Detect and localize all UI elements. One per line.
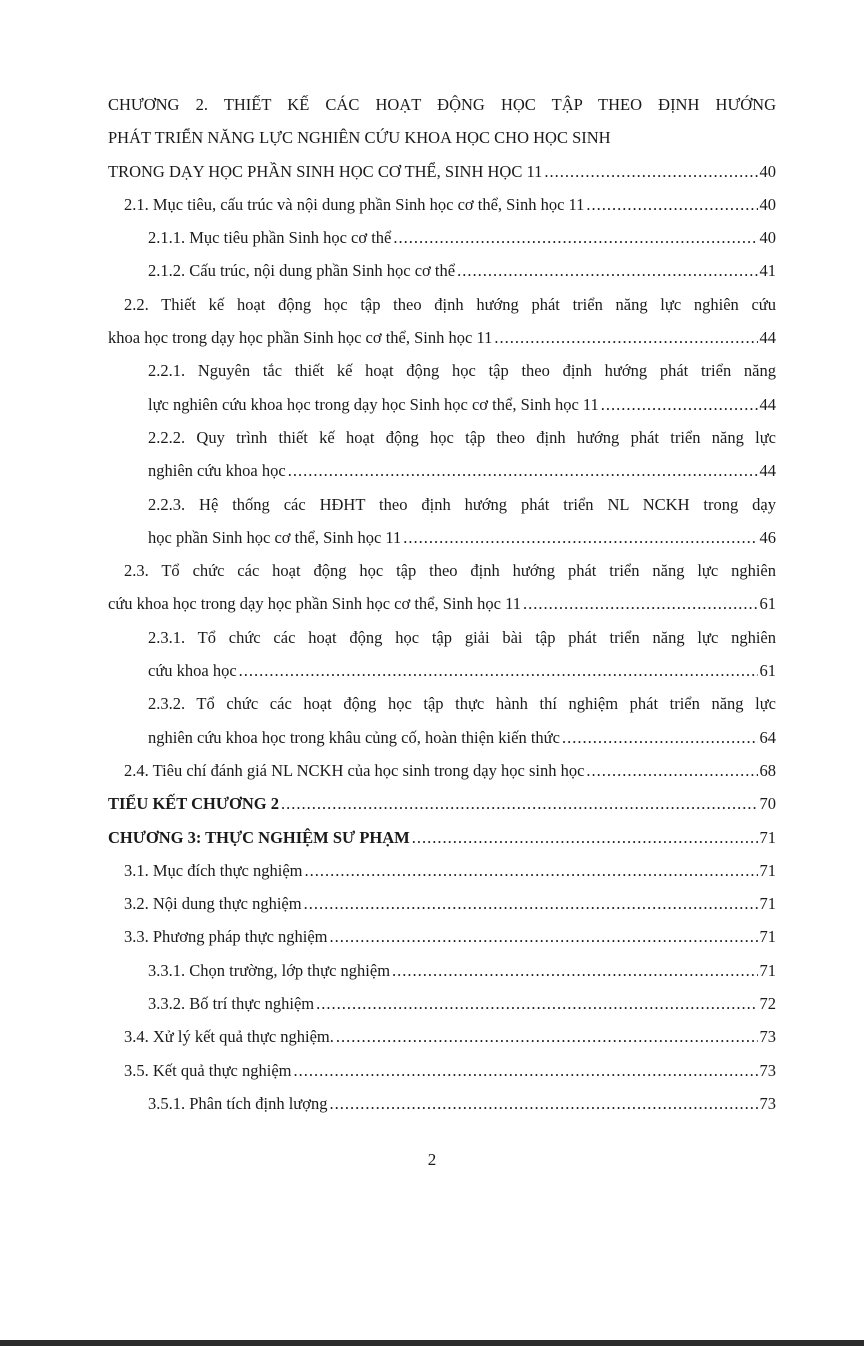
toc-entry-2-3[interactable] bbox=[108, 554, 776, 621]
toc-entry-3-3[interactable] bbox=[108, 920, 776, 953]
dot-leader bbox=[457, 254, 757, 287]
toc-entry-text: 3.1. Mục đích thực nghiệm bbox=[124, 860, 303, 880]
toc-entry-2-3-1[interactable] bbox=[108, 621, 776, 688]
toc-entry-text: cứu khoa học bbox=[148, 661, 237, 681]
toc-entry-2-1-1[interactable] bbox=[108, 221, 776, 254]
toc-page-number: 46 bbox=[759, 527, 776, 547]
toc-entry-text-line: 2.2.1. Nguyên tắc thiết kế hoạt động học tập theo định hướng phát triển năng bbox=[148, 361, 776, 381]
toc-entry-3-3-2[interactable] bbox=[108, 987, 776, 1020]
dot-leader bbox=[392, 954, 757, 987]
toc-entry-text: 3.5.1. Phân tích định lượng bbox=[148, 1093, 328, 1113]
toc-entry-text: lực nghiên cứu khoa học trong dạy học Sinh học cơ thể, Sinh học 11 bbox=[148, 394, 599, 414]
toc-page-number: 40 bbox=[759, 161, 776, 181]
dot-leader bbox=[586, 754, 757, 787]
toc-page-number: 71 bbox=[759, 827, 776, 847]
toc-entry-2-1[interactable] bbox=[108, 188, 776, 221]
dot-leader bbox=[494, 321, 757, 354]
toc-entry-text: 2.1. Mục tiêu, cấu trúc và nội dung phần Sinh học cơ thể, Sinh học 11 bbox=[124, 194, 585, 214]
toc-entry-text: học phần Sinh học cơ thể, Sinh học 11 bbox=[148, 527, 402, 547]
toc-page-number: 44 bbox=[759, 461, 776, 481]
toc-entry-2-2-3[interactable] bbox=[108, 488, 776, 555]
toc-page-number: 72 bbox=[759, 994, 776, 1014]
toc-entry-2-2-2[interactable] bbox=[108, 421, 776, 488]
dot-leader bbox=[601, 388, 758, 421]
toc-entry-text: nghiên cứu khoa học bbox=[148, 461, 286, 481]
toc-entry-3-5[interactable] bbox=[108, 1054, 776, 1087]
dot-leader bbox=[316, 987, 757, 1020]
dot-leader bbox=[239, 654, 758, 687]
toc-entry-text: 3.2. Nội dung thực nghiệm bbox=[124, 894, 302, 914]
toc-entry-3-3-1[interactable] bbox=[108, 954, 776, 987]
page-number: 2 bbox=[427, 1150, 437, 1169]
toc-page-number: 73 bbox=[759, 1060, 776, 1080]
dot-leader bbox=[336, 1020, 758, 1053]
toc-entry-3-2[interactable] bbox=[108, 887, 776, 920]
toc-entry-3-1[interactable] bbox=[108, 854, 776, 887]
toc-page-number: 71 bbox=[759, 960, 776, 980]
dot-leader bbox=[305, 854, 758, 887]
toc-entry-text: 2.1.1. Mục tiêu phần Sinh học cơ thể bbox=[148, 228, 392, 248]
toc-page-number: 73 bbox=[759, 1093, 776, 1113]
toc-entry-text: 3.3.1. Chọn trường, lớp thực nghiệm bbox=[148, 960, 391, 980]
toc-page-number: 70 bbox=[759, 794, 776, 814]
toc-entry-text: nghiên cứu khoa học trong khâu củng cố, hoàn thiện kiến thức bbox=[148, 727, 560, 747]
toc-entry-text-line: 2.3.2. Tổ chức các hoạt động học tập thực hành thí nghiệm phát triển năng lực bbox=[148, 694, 776, 714]
toc-page-number: 40 bbox=[759, 228, 776, 248]
table-of-contents bbox=[108, 88, 776, 1120]
toc-entry-text: 3.3. Phương pháp thực nghiệm bbox=[124, 927, 328, 947]
toc-page-number: 44 bbox=[759, 394, 776, 414]
dot-leader bbox=[281, 787, 758, 820]
toc-entry-text: TRONG DẠY HỌC PHẦN SINH HỌC CƠ THỂ, SINH HỌC 11 bbox=[108, 161, 543, 181]
dot-leader bbox=[294, 1054, 758, 1087]
toc-entry-text-line: CHƯƠNG 2. THIẾT KẾ CÁC HOẠT ĐỘNG HỌC TẬP THEO ĐỊNH HƯỚNG bbox=[108, 95, 776, 114]
dot-leader bbox=[562, 721, 758, 754]
toc-entry-2-2[interactable] bbox=[108, 288, 776, 355]
toc-page-number: 40 bbox=[759, 194, 776, 214]
toc-page-number: 68 bbox=[759, 760, 776, 780]
toc-page-number: 73 bbox=[759, 1027, 776, 1047]
toc-entry-2-3-2[interactable] bbox=[108, 687, 776, 754]
dot-leader bbox=[288, 454, 758, 487]
toc-entry-summary-chapter-2[interactable] bbox=[108, 787, 776, 820]
dot-leader bbox=[393, 221, 757, 254]
toc-page-number: 41 bbox=[759, 261, 776, 281]
toc-entry-text: CHƯƠNG 3: THỰC NGHIỆM SƯ PHẠM bbox=[108, 827, 410, 847]
toc-page-number: 71 bbox=[759, 860, 776, 880]
toc-entry-text-line: 2.2.2. Quy trình thiết kế hoạt động học tập theo định hướng phát triển năng lực bbox=[148, 427, 776, 447]
toc-page-number: 64 bbox=[759, 727, 776, 747]
toc-entry-3-4[interactable] bbox=[108, 1020, 776, 1053]
dot-leader bbox=[329, 1087, 757, 1120]
toc-page-number: 61 bbox=[759, 594, 776, 614]
dot-leader bbox=[523, 587, 758, 620]
dot-leader bbox=[304, 887, 758, 920]
toc-entry-chapter-2[interactable] bbox=[108, 88, 776, 188]
toc-page-number: 61 bbox=[759, 661, 776, 681]
toc-entry-text-line: 2.3. Tổ chức các hoạt động học tập theo định hướng phát triển năng lực nghiên bbox=[124, 561, 776, 581]
dot-leader bbox=[412, 821, 758, 854]
dot-leader bbox=[403, 521, 757, 554]
toc-entry-text: khoa học trong dạy học phần Sinh học cơ thể, Sinh học 11 bbox=[108, 328, 493, 348]
toc-page-number: 71 bbox=[759, 894, 776, 914]
toc-entry-text: 3.5. Kết quả thực nghiệm bbox=[124, 1060, 292, 1080]
dot-leader bbox=[330, 920, 758, 953]
toc-entry-text: 3.3.2. Bố trí thực nghiệm bbox=[148, 994, 315, 1014]
toc-entry-text: 2.1.2. Cấu trúc, nội dung phần Sinh học cơ thể bbox=[148, 261, 456, 281]
toc-page-number: 44 bbox=[759, 328, 776, 348]
page-bottom-edge bbox=[0, 1340, 864, 1346]
toc-entry-3-5-1[interactable] bbox=[108, 1087, 776, 1120]
toc-entry-text: 3.4. Xử lý kết quả thực nghiệm. bbox=[124, 1027, 334, 1047]
toc-entry-text-line: 2.2. Thiết kế hoạt động học tập theo định hướng phát triển năng lực nghiên cứu bbox=[124, 294, 776, 314]
toc-page-number: 71 bbox=[759, 927, 776, 947]
toc-entry-chapter-3[interactable] bbox=[108, 821, 776, 854]
toc-entry-text-line: 2.2.3. Hệ thống các HĐHT theo định hướng phát triển NL NCKH trong dạy bbox=[148, 494, 776, 514]
dot-leader bbox=[544, 155, 757, 188]
dot-leader bbox=[586, 188, 757, 221]
toc-entry-text-line: 2.3.1. Tổ chức các hoạt động học tập giải bài tập phát triển năng lực nghiên bbox=[148, 627, 776, 647]
toc-entry-text: TIỂU KẾT CHƯƠNG 2 bbox=[108, 794, 279, 814]
toc-entry-2-1-2[interactable] bbox=[108, 254, 776, 287]
toc-entry-text-line: PHÁT TRIỂN NĂNG LỰC NGHIÊN CỨU KHOA HỌC CHO HỌC SINH bbox=[108, 128, 611, 148]
toc-entry-2-2-1[interactable] bbox=[108, 354, 776, 421]
toc-entry-text: 2.4. Tiêu chí đánh giá NL NCKH của học sinh trong dạy học sinh học bbox=[124, 760, 585, 780]
toc-entry-2-4[interactable] bbox=[108, 754, 776, 787]
toc-entry-text: cứu khoa học trong dạy học phần Sinh học cơ thể, Sinh học 11 bbox=[108, 594, 521, 614]
